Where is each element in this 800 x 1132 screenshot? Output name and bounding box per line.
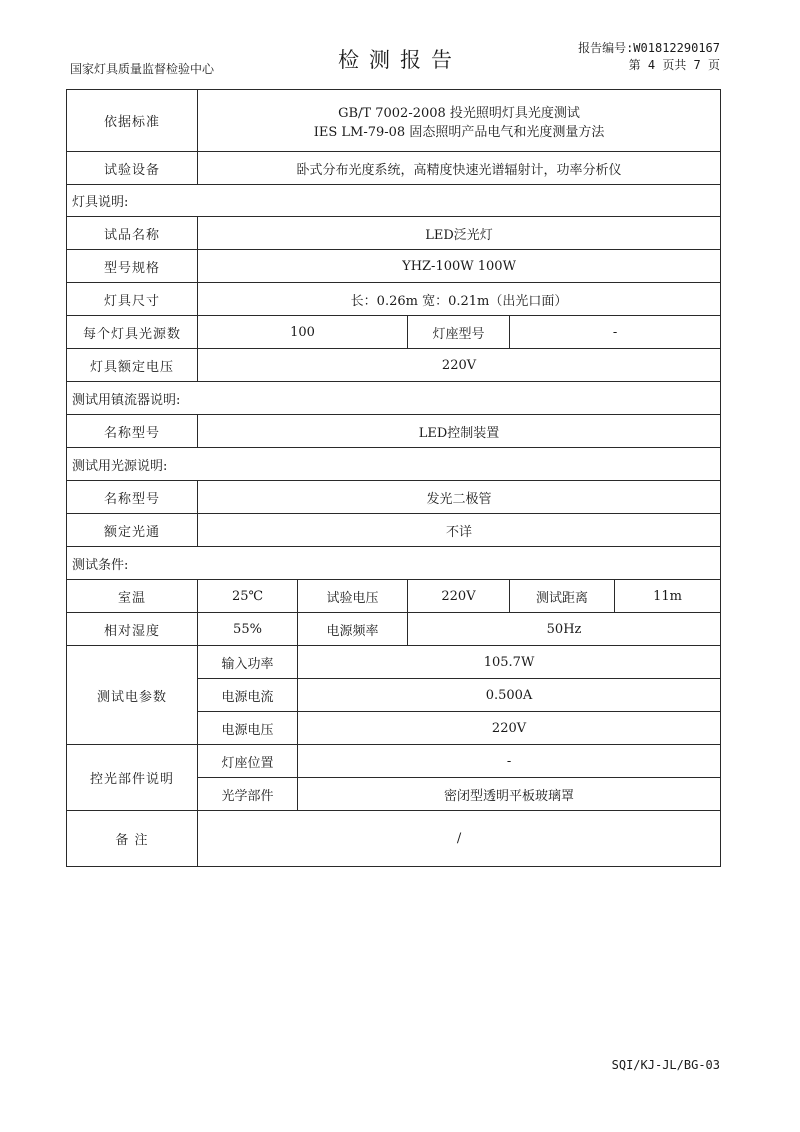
test-voltage: 220V	[408, 580, 510, 613]
optics-label: 光学部件	[198, 778, 298, 811]
equipment-row	[67, 152, 721, 185]
conditions-row-1	[67, 580, 721, 613]
luminaire-model-label: 型号规格	[67, 250, 198, 283]
equipment-label: 试验设备	[67, 152, 198, 185]
report-table	[66, 89, 721, 867]
frequency: 50Hz	[408, 613, 721, 646]
ballast-row	[67, 415, 721, 448]
light-source-flux-row	[67, 514, 721, 547]
electrical-label: 测试电参数	[67, 646, 198, 745]
report-meta	[578, 40, 720, 74]
frequency-label: 电源频率	[298, 613, 408, 646]
socket-position-label: 灯座位置	[198, 745, 298, 778]
humidity: 55%	[198, 613, 298, 646]
luminaire-voltage-row	[67, 349, 721, 382]
light-source-name-label: 名称型号	[67, 481, 198, 514]
room-temp-label: 室温	[67, 580, 198, 613]
ballast-section: 测试用镇流器说明:	[67, 382, 721, 415]
supply-current-label: 电源电流	[198, 679, 298, 712]
electrical-row-1	[67, 646, 721, 679]
conditions-section: 测试条件:	[67, 547, 721, 580]
luminaire-sources-row	[67, 316, 721, 349]
equipment-value: 卧式分布光度系统，高精度快速光谱辐射计，功率分析仪	[198, 152, 721, 185]
basis-row	[67, 90, 721, 152]
luminaire-size-row	[67, 283, 721, 316]
room-temp: 25℃	[198, 580, 298, 613]
form-code: SQI/KJ-JL/BG-03	[611, 1058, 720, 1072]
conditions-section-row	[67, 547, 721, 580]
luminaire-sources-label: 每个灯具光源数	[67, 316, 198, 349]
remarks-row	[67, 811, 721, 867]
light-source-section: 测试用光源说明:	[67, 448, 721, 481]
test-voltage-label: 试验电压	[298, 580, 408, 613]
input-power: 105.7W	[298, 646, 721, 679]
socket-position: -	[298, 745, 721, 778]
conditions-row-2	[67, 613, 721, 646]
light-source-flux-label: 额定光通	[67, 514, 198, 547]
input-power-label: 输入功率	[198, 646, 298, 679]
basis-label: 依据标准	[67, 90, 198, 152]
luminaire-voltage-label: 灯具额定电压	[67, 349, 198, 382]
luminaire-section: 灯具说明:	[67, 185, 721, 217]
report-title: 检测报告	[338, 48, 462, 72]
light-source-flux: 不详	[198, 514, 721, 547]
luminaire-size: 长：0.26m 宽：0.21m（出光口面）	[198, 283, 721, 316]
test-distance-label: 测试距离	[510, 580, 615, 613]
luminaire-name-label: 试品名称	[67, 217, 198, 250]
socket-type: -	[510, 316, 721, 349]
page-number: 第 4 页共 7 页	[628, 58, 720, 72]
control-row-1	[67, 745, 721, 778]
basis-value	[198, 90, 721, 152]
supply-current: 0.500A	[298, 679, 721, 712]
test-distance: 11m	[615, 580, 721, 613]
luminaire-voltage: 220V	[198, 349, 721, 382]
luminaire-name: LED泛光灯	[198, 217, 721, 250]
luminaire-model-row	[67, 250, 721, 283]
luminaire-name-row	[67, 217, 721, 250]
basis-line-1: GB/T 7002-2008 投光照明灯具光度测试	[338, 105, 580, 121]
luminaire-size-label: 灯具尺寸	[67, 283, 198, 316]
humidity-label: 相对湿度	[67, 613, 198, 646]
light-source-name: 发光二极管	[198, 481, 721, 514]
remarks: /	[198, 811, 721, 867]
ballast-value: LED控制装置	[198, 415, 721, 448]
light-source-name-row	[67, 481, 721, 514]
ballast-label: 名称型号	[67, 415, 198, 448]
socket-type-label: 灯座型号	[408, 316, 510, 349]
report-number: 报告编号:W01812290167	[578, 41, 720, 55]
luminaire-model: YHZ-100W 100W	[198, 250, 721, 283]
luminaire-section-row	[67, 185, 721, 217]
supply-voltage-label: 电源电压	[198, 712, 298, 745]
supply-voltage: 220V	[298, 712, 721, 745]
remarks-label: 备 注	[67, 811, 198, 867]
org-name: 国家灯具质量监督检验中心	[70, 62, 215, 76]
control-label: 控光部件说明	[67, 745, 198, 811]
light-source-section-row	[67, 448, 721, 481]
optics: 密闭型透明平板玻璃罩	[298, 778, 721, 811]
basis-line-2: IES LM-79-08 固态照明产品电气和光度测量方法	[313, 124, 605, 140]
ballast-section-row	[67, 382, 721, 415]
luminaire-sources: 100	[198, 316, 408, 349]
